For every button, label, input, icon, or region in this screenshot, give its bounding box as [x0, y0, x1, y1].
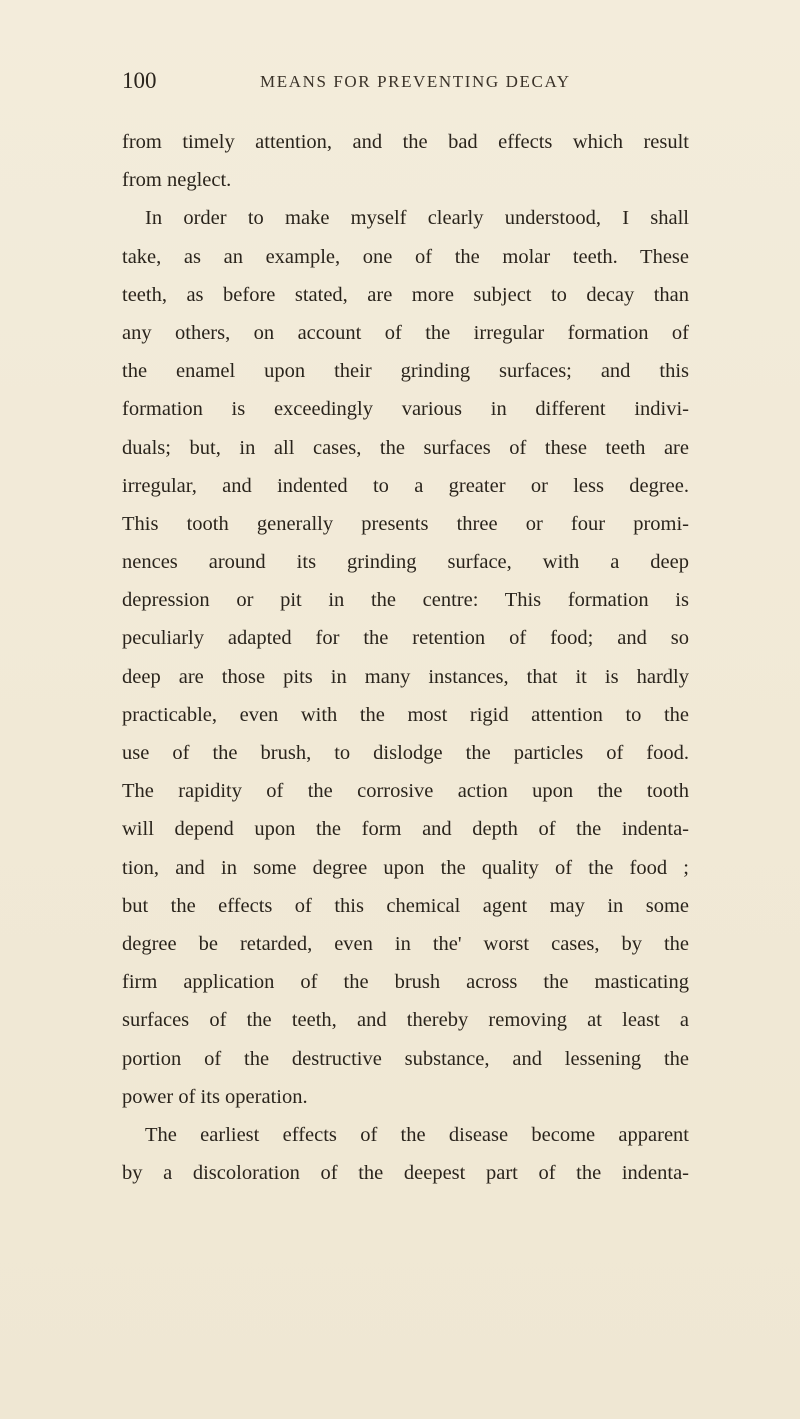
text-line: surfaces of the teeth, and thereby removing at least a — [122, 1009, 689, 1032]
text-line: from neglect. — [122, 169, 232, 192]
text-line: The earliest effects of the disease become apparent — [145, 1123, 689, 1146]
text-line: formation is exceedingly various in different indivi- — [122, 398, 689, 421]
text-line: nences around its grinding surface, with a deep — [122, 551, 689, 574]
page-number: 100 — [122, 68, 157, 93]
text-line: teeth, as before stated, are more subject to decay than — [122, 283, 689, 306]
text-line: but the effects of this chemical agent may in some — [122, 894, 689, 917]
text-line: the enamel upon their grinding surfaces; and this — [122, 360, 689, 383]
text-line: any others, on account of the irregular formation of — [122, 321, 689, 344]
text-line: portion of the destructive substance, and lessening the — [122, 1047, 689, 1070]
text-line: will depend upon the form and depth of the indenta- — [122, 818, 689, 841]
text-line: This tooth generally presents three or four promi- — [122, 512, 689, 535]
text-line: deep are those pits in many instances, that it is hardly — [122, 665, 689, 688]
text-line: firm application of the brush across the masticating — [122, 971, 689, 994]
text-line: The rapidity of the corrosive action upon the tooth — [122, 780, 689, 803]
text-line: depression or pit in the centre: This formation is — [122, 589, 689, 612]
text-line: take, as an example, one of the molar teeth. These — [122, 245, 689, 268]
text-line: power of its operation. — [122, 1085, 308, 1108]
running-title: MEANS FOR PREVENTING DECAY — [260, 72, 571, 91]
text-line: In order to make myself clearly understood, I shall — [145, 207, 689, 230]
text-line: by a discoloration of the deepest part of the indenta- — [122, 1162, 689, 1185]
text-line: practicable, even with the most rigid attention to the — [122, 703, 689, 726]
text-line: tion, and in some degree upon the quality of the food ; — [122, 856, 689, 879]
text-line: degree be retarded, even in the' worst cases, by the — [122, 932, 689, 955]
text-line: use of the brush, to dislodge the particles of food. — [122, 742, 689, 764]
text-line: peculiarly adapted for the retention of food; and so — [122, 627, 689, 650]
text-line: irregular, and indented to a greater or less degree. — [122, 474, 689, 497]
text-line: from timely attention, and the bad effects which result — [122, 131, 689, 153]
body-text — [122, 123, 689, 1192]
running-head — [122, 66, 690, 96]
text-line: duals; but, in all cases, the surfaces of these teeth are — [122, 436, 689, 459]
